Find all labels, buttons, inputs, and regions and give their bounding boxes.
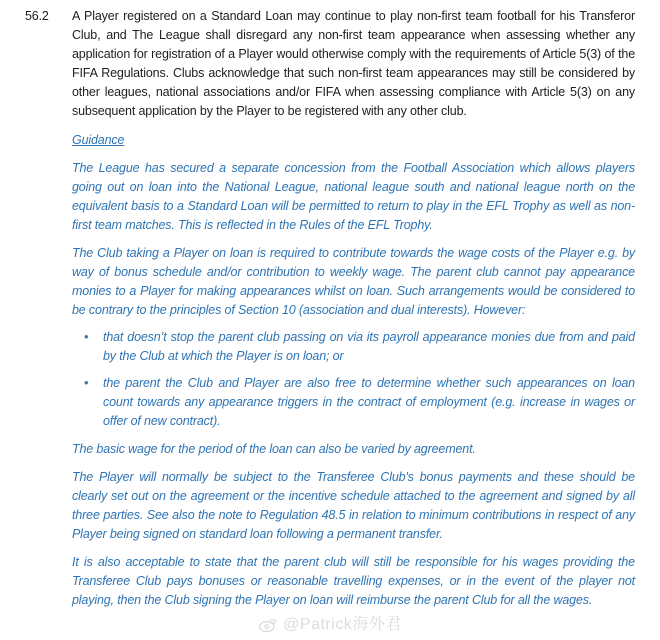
watermark	[0, 615, 660, 634]
guidance-heading: Guidance	[72, 133, 125, 147]
guidance-paragraph-5: It is also acceptable to state that the parent club will still be responsible for his wages providing the Transferee Club pays bonuses or reasonable travelling expenses, or in the event of the player not playing, then the Club signing the Player on loan will reimburse the parent Club for all the wages.	[72, 555, 635, 607]
bullet-marker: •	[84, 330, 89, 344]
bullet-text-1: that doesn’t stop the parent club passing on via its payroll appearance monies due from and paid by the Club at which the Player is on loan; or	[103, 330, 635, 363]
bullet-marker: •	[84, 376, 89, 390]
guidance-paragraph-1: The League has secured a separate concession from the Football Association which allows players going out on loan into the National League, national league south and national league north on the equivalent basis to a Standard Loan will be permitted to return to play in the EFL Trophy as well as non-first team matches. This is reflected in the Rules of the EFL Trophy.	[72, 161, 635, 232]
guidance-paragraph-3: The basic wage for the period of the loan can also be varied by agreement.	[72, 442, 476, 456]
clause-56-2	[0, 7, 660, 121]
bullet-item-2	[72, 374, 635, 431]
bullet-item-1	[72, 328, 635, 366]
weibo-icon	[258, 616, 278, 633]
guidance-paragraph-2: The Club taking a Player on loan is required to contribute towards the wage costs of the Player e.g. by way of bonus schedule and/or contribution to weekly wage. The parent club cannot pay appearance monies to a Player for making appearances whilst on loan. Such arrangements would be considered to be contrary to the principles of Section 10 (association and dual interests). However:	[72, 246, 635, 317]
clause-text: A Player registered on a Standard Loan may continue to play non-first team football for his Transferor Club, and The League shall disregard any non-first team appearance when assessing whether any application for registration of a Player would otherwise comply with the requirements of Article 5(3) of the FIFA Regulations. Clubs acknowledge that such non-first team appearances may still be considered by other leagues, national associations and/or FIFA when assessing compliance with Article 5(3) on any subsequent application by the Player to be registered with any other club.	[72, 9, 635, 118]
watermark-handle: @Patrick海外君	[283, 616, 402, 633]
guidance-section	[72, 131, 635, 610]
guidance-paragraph-4: The Player will normally be subject to the Transferee Club's bonus payments and these should be clearly set out on the agreement or the incentive schedule attached to the agreement and signed by all three parties. See also the note to Regulation 48.5 in relation to minimum contributions in respect of any Player being signed on standard loan following a permanent transfer.	[72, 470, 635, 541]
clause-number: 56.2	[25, 9, 49, 23]
bullet-text-2: the parent the Club and Player are also free to determine whether such appearances on loan count towards any appearance triggers in the contract of employment (e.g. increase in wages or offer of new contract).	[103, 376, 635, 428]
